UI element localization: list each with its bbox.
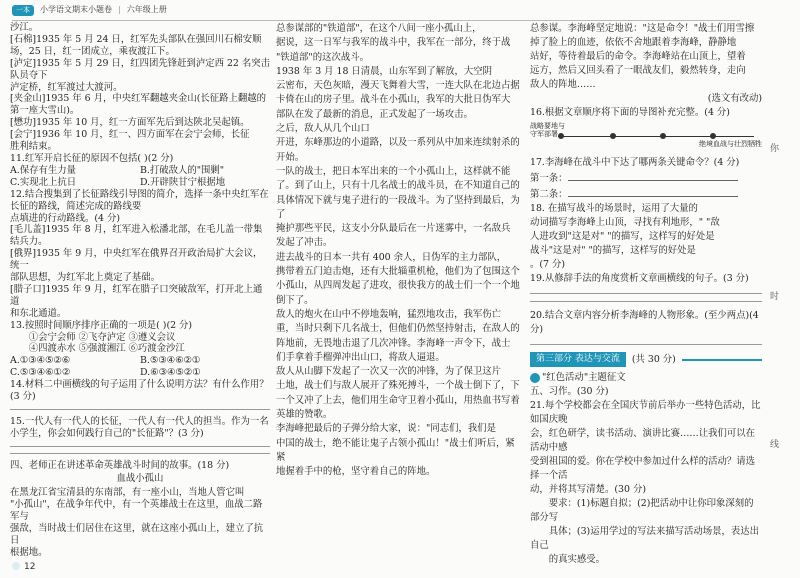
text-line: 。(7 分) <box>530 259 566 270</box>
timeline-start-label: 战略要地与守军部署 <box>530 122 565 138</box>
text-line: 点填进的行动路线。(4 分) <box>10 212 121 224</box>
text-line: D.⑥③④⑤②① <box>140 367 201 379</box>
text-line: 总参谋。李海峰坚定地说："这是命令！"战士们用雪擦 <box>530 23 755 34</box>
text-line: ④四渡赤水 ⑤强渡湘江 ⑥巧渡金沙江 <box>28 343 185 355</box>
timeline-point <box>710 133 716 139</box>
story-paragraph <box>530 22 762 92</box>
side-label: 你 <box>770 144 780 154</box>
text-line: 远方，然后又回头看了一眼战友们，毅然转身，走向 <box>530 65 746 76</box>
column-left <box>10 22 270 559</box>
text-line: 开进，东峰那边的小道路，以及一系列从中加来连续射杀的 <box>276 137 520 149</box>
text-line: 具体情况下就与鬼子进行的一段战斗。为了坚持到最后，为了 <box>276 194 520 220</box>
question-14 <box>10 379 270 403</box>
question-12 <box>10 189 270 225</box>
composition-heading: 五、习作。(30 分) <box>530 386 609 397</box>
part-3-banner <box>530 352 762 367</box>
text-line: 人进攻到"这是对" "的描写，这样写的好处是 <box>530 231 715 242</box>
text-line: 受到祖国的爱。你在学校中参加过什么样的活动？请选择一个活 <box>530 456 756 481</box>
text-line: [夹金山]1935 年 6 月，中央红军翻越夹金山(长征路上翻越的 <box>10 93 266 105</box>
column-middle <box>276 22 520 480</box>
text-line: 胜利结束。 <box>10 141 57 153</box>
question-11: 11.红军开启长征的原因不包括( )(2 分) <box>10 152 174 164</box>
text-line: 李海峰把最后的子弹分给大家，说："同志们，我们是 <box>276 423 496 435</box>
question-12-material <box>10 224 270 319</box>
text-line: 之后，敌人从几个山口 <box>276 123 370 135</box>
question-15 <box>10 416 270 440</box>
text-line: 要求：(1)标题自拟；(2)把活动中让你印象深刻的部分写 <box>530 498 754 523</box>
text-line: 小学生，你会如何践行自己的"长征路"？(3 分) <box>10 427 204 439</box>
question-13: 13.按照时间顺序排序正确的一项是( )(2 分) <box>10 319 193 331</box>
part-3-points: (共 30 分) <box>631 353 676 365</box>
text-line: [毛儿盖]1935 年 8 月，红军进入松潘北部，在毛儿盖一带集 <box>10 224 263 236</box>
text-line: A.①③④⑤②⑥ <box>10 355 71 367</box>
text-line: 21.每个学校都会在全国庆节前后举办一些特色活动，比如国庆晚 <box>530 400 761 425</box>
side-label: 时 <box>770 292 780 302</box>
text-line: 重，当时只剩下几名战士，但他们仍然坚持射击，在敌人的 <box>276 323 520 335</box>
text-line: 土地，战士们与敌人展开了殊死搏斗，一个战士倒下了，下 <box>276 380 520 392</box>
text-line: 12.结合搜集到了长征路线引导图的简介，选择一条中央红军在长征的路线，简述完成的路线要 <box>10 188 269 212</box>
text-line: 一队的战士，把日本军出来的一个小孤山上，这样就不能 <box>276 165 511 177</box>
text-line: 阵地前，无畏地击退了几次冲锋。李海峰一声令下，战士 <box>276 337 511 349</box>
text-line: [石棉]1935 年 5 月 24 日，红军先头部队在强回川石棉安顺 <box>10 33 262 45</box>
answer-label: 第二条： <box>530 189 568 200</box>
question-16: 16.根据文章顺序将下面的导图补充完整。(4 分) <box>530 107 730 118</box>
text-line: 1938 年 3 月 18 日清晨，山东军到了解放，大空阴 <box>276 65 493 77</box>
text-line: 敌人的阵地…… <box>530 79 596 90</box>
text-line: 总参谋部的"铁道部"，在这个八间一座小孤山上， <box>276 23 482 34</box>
text-line: 进去战斗的日本一共有 400 余人，日伪军的主力部队， <box>276 251 507 263</box>
text-line: 英雄的赞歌。 <box>276 409 333 421</box>
text-line: 掩护那些平民，这支小分队最后在一片迷雾中，一名敌兵 <box>276 223 511 235</box>
part-3-tag: 第三部分 表达与交流 <box>530 352 626 367</box>
history-notes <box>10 22 270 153</box>
question-20: 20.结合文章内容分析李海峰的人物形象。(至少两点)(4 分) <box>530 310 759 335</box>
text-line: 强敌，当时战士们居住在这里，就在这座小孤山上，建立了抗日 <box>10 523 264 546</box>
text-line: 结兵力。 <box>10 236 48 248</box>
text-line: 动词描写李海峰上山顶，寻找有利地形，" "敌 <box>530 217 720 228</box>
answer-line[interactable] <box>10 409 270 410</box>
answer-label: 第一条： <box>530 173 568 184</box>
text-line: 和东北通道。 <box>10 307 67 319</box>
text-line: 的真实感受。 <box>548 554 606 565</box>
text-line: ①会宁会师 ②飞夺泸定 ③遵义会议 <box>28 331 176 343</box>
grade-label: 六年级上册 <box>126 4 167 14</box>
text-line: 会，红色研学，读书活动、演讲比赛……让我们可以在活动中感 <box>530 428 756 453</box>
text-line: 一个又冲了上去，他们用生命守卫着小孤山，用热血书写着 <box>276 394 520 406</box>
answer-line[interactable] <box>530 344 762 345</box>
series-title: 小学语文期末小题卷 <box>40 4 112 14</box>
page-header: 一本 小学语文期末小题卷 | 六年级上册 <box>12 3 167 17</box>
text-line: 在黑龙江省宝清县的东南部，有一座小山，当地人管它叫 <box>10 487 245 499</box>
part-4-heading: 四、老师正在讲述革命英雄战斗时间的故事。(18 分) <box>10 459 230 471</box>
text-line: C.实现北上抗日 <box>10 176 77 188</box>
text-line: 卡倚在山的房子里。战斗在小孤山，我军的大批日伪军大 <box>276 94 511 106</box>
text-line: 动，并将其写清楚。(30 分) <box>530 484 646 495</box>
page-number: 12 <box>12 560 35 574</box>
text-line: 敌人的炮火在山中不停地轰响，猛烈地攻击，我军伤亡 <box>276 308 502 320</box>
text-line: 中国的战士，绝不能让鬼子占领小孤山！"战士们听后，紧紧 <box>276 437 515 463</box>
text-line: 部队在发了最新的消息，正式发起了一场攻击。 <box>276 108 473 120</box>
text-line: 15.一代人有一代人的长征，一代人有一代人的担当。作为一名 <box>10 415 269 427</box>
text-line: A.保存有生力量 <box>10 164 77 176</box>
text-line: "小孤山"，在战争年代中，有一个英雄战士在这里，血战二路军与 <box>10 499 263 523</box>
text-line: 们手拿着手榴弹冲出山口，将敌人逼退。 <box>276 351 445 363</box>
text-line: 倒下了。 <box>276 294 314 306</box>
text-line: 小孤山，从四周发起了进攻，很快我方的战士们一个一个地 <box>276 280 520 292</box>
question-18 <box>530 202 762 272</box>
story-title: 血战小孤山 <box>116 473 164 485</box>
theme-title: "红色活动"主题征文 <box>542 372 626 383</box>
story-paragraph <box>276 308 520 365</box>
text-line: 18. 在描写战斗的场景时，运用了大量的 <box>530 203 698 214</box>
answer-line[interactable] <box>10 446 270 447</box>
question-21 <box>530 399 762 497</box>
text-line: 掉了脸上的血迹，依依不舍地跟着李海峰，静静地 <box>530 37 737 48</box>
text-line: 第一座大雪山)。 <box>10 105 80 117</box>
answer-field[interactable] <box>568 170 738 181</box>
story-paragraph <box>276 22 520 251</box>
text-line: 战斗"这是对" "的描写，这样写的好处是 <box>530 245 696 256</box>
answer-line[interactable] <box>10 453 270 454</box>
text-line: 地握着手中的枪，坚守着自己的阵地。 <box>276 466 436 478</box>
text-line: 具体；(3)运用学过的写法来描写活动场景，表达出自己 <box>530 526 759 551</box>
text-line: 发起了冲击。 <box>276 237 333 249</box>
answer-line[interactable] <box>530 293 762 294</box>
story-paragraph <box>276 251 520 308</box>
text-line: [泸定]1935 年 5 月 29 日，红四团先锋赶到泸定西 22 名突击队员夺下 <box>10 57 270 81</box>
answer-line[interactable] <box>530 301 762 302</box>
text-line: 沙江。 <box>10 22 39 33</box>
timeline-point <box>610 133 616 139</box>
text-line: 据说，这一日军与我军的战斗中，我军在一部分，终于战 <box>276 37 511 49</box>
text-line: 敌人从山脚下发起了一次又一次的冲锋，为了保卫这片 <box>276 366 502 378</box>
side-label: 线 <box>770 440 780 450</box>
timeline-point <box>558 133 564 139</box>
text-line: 泸定桥，红军渡过大渡河。 <box>10 81 123 93</box>
text-line: 了。到了山上，只有十几名战士的战斗员，在不知道自己的 <box>276 180 520 192</box>
text-line: D.开辟陕甘宁根据地 <box>140 176 226 188</box>
theme-icon <box>530 373 540 383</box>
column-right <box>530 22 762 567</box>
text-line: 14.材料二中画横线的句子运用了什么说明方法？有什么作用？ <box>10 379 269 391</box>
text-line: [懋功]1935 年 10 月，红一方面军先后到达陕北吴起镇。 <box>10 117 250 129</box>
story-text <box>10 487 270 558</box>
answer-field[interactable] <box>568 186 738 197</box>
text-line: 开始。 <box>276 151 305 163</box>
timeline-end-label: 绝境血战与壮烈牺牲 <box>699 140 762 148</box>
text-line: B.⑤③④⑥②① <box>140 355 201 367</box>
story-paragraph <box>276 365 520 422</box>
text-line: 部队思想，为红军北上奠定了基础。 <box>10 272 161 284</box>
text-line: 站好，等待着最后的命令。李海峰站在山顶上，望着 <box>530 51 746 62</box>
question-13-options <box>10 355 270 379</box>
mind-map-timeline <box>530 122 762 152</box>
text-line: 场，25 日，红一团成立，乘夜渡江下。 <box>10 45 175 57</box>
timeline-point <box>660 133 666 139</box>
text-line: 根据地。 <box>10 546 48 558</box>
text-line: 云密布，天色灰暗，漫天飞舞着大雪，一连大队在北边占据 <box>276 80 520 92</box>
text-line: B.打破敌人的"围剿" <box>140 164 225 176</box>
question-11-options <box>10 165 270 189</box>
question-19: 19.从修辞手法的角度赏析文章画横线的句子。(3 分) <box>530 273 749 284</box>
text-line: "铁道部"的这次战斗。 <box>276 51 370 63</box>
text-line: [腊子口]1935 年 9 月，红军在腊子口突破敌军，打开北上通道 <box>10 283 263 307</box>
text-line: 携带着五门迫击炮，还有大批辎重机枪，他们为了包围这个 <box>276 266 520 278</box>
composition-requirements <box>530 497 762 567</box>
text-line: [俄界]1935 年 9 月，中央红军在俄界召开政治局扩大会议，统一 <box>10 248 263 272</box>
story-paragraph <box>276 422 520 479</box>
source-note: (选文有改动) <box>707 93 762 104</box>
text-line: C.⑤③④⑥①② <box>10 367 71 379</box>
question-13-items <box>10 332 270 356</box>
text-line: (3 分) <box>10 391 36 403</box>
text-line: [会宁]1936 年 10 月，红一、四方面军在会宁会师，长征 <box>10 129 250 141</box>
brand-logo: 一本 <box>12 5 34 16</box>
question-17: 17.李海峰在战斗中下达了哪两条关键命令？(4 分) <box>530 157 740 168</box>
